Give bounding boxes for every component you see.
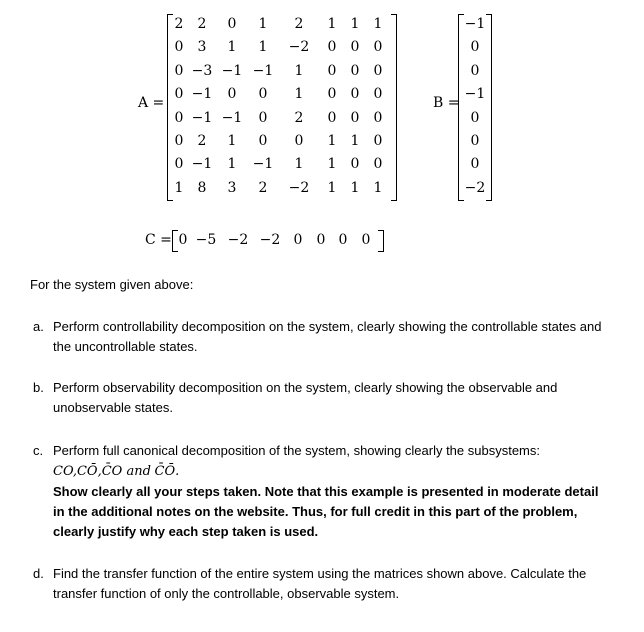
matrix-a-cell: 1	[350, 16, 360, 32]
matrix-a-cell: −1	[252, 62, 274, 79]
matrix-a-cell: 0	[174, 132, 184, 149]
matrix-a-cell: 1	[327, 179, 337, 196]
subsystem-c-bar-o-bar: C̄Ō.	[154, 464, 180, 479]
question-d	[33, 564, 613, 604]
matrix-b-cell: −1	[464, 16, 486, 32]
matrix-a-cell: −1	[191, 109, 213, 126]
matrix-b-cell: 0	[470, 62, 480, 79]
question-c-bold-text: Show clearly all your steps taken. Note that this example is presented in moderate detail in the additional notes on the website. Thus, for full credit in this part of the problem, clearly justify why each step taken is used.	[53, 484, 599, 539]
matrix-b-cell: 0	[470, 156, 480, 173]
matrix-b-label: B =	[433, 95, 460, 111]
matrix-a-cell: 1	[327, 156, 337, 173]
question-d-text: Find the transfer function of the entire system using the matrices shown above. Calculate the transfer function of only the controllable, observable system.	[53, 566, 587, 601]
subsystem-list	[53, 461, 613, 482]
question-c	[33, 441, 613, 542]
question-b-text: Perform observability decomposition on the system, clearly showing the observable and unobservable states.	[53, 380, 558, 415]
matrix-a	[170, 13, 395, 200]
matrix-a-cell: 0	[327, 86, 337, 103]
matrix-b-cell: −1	[464, 86, 486, 103]
matrix-a-cell: 0	[373, 132, 383, 149]
matrix-a-cell: 0	[227, 16, 237, 32]
matrix-a-cell: −3	[191, 62, 213, 79]
subsystem-c-bar-o: C̄O and	[101, 464, 151, 479]
matrix-a-cell: 1	[258, 16, 268, 32]
matrix-a-cell: 2	[174, 16, 184, 32]
matrix-a-cell: −1	[191, 156, 213, 173]
matrix-a-cell: −1	[221, 109, 243, 126]
matrix-a-label: A =	[138, 95, 165, 111]
matrix-c-cell: 0	[338, 232, 348, 248]
matrix-a-cell: 3	[227, 179, 237, 196]
matrix-a-cell: 1	[350, 179, 360, 196]
matrix-a-cell: 1	[294, 156, 304, 173]
question-d-letter: d.	[33, 566, 44, 581]
matrix-a-cell: 0	[174, 156, 184, 173]
matrix-a-cell: 0	[294, 132, 304, 149]
matrix-c-cell: 0	[178, 232, 188, 248]
matrix-b-cell: 0	[470, 109, 480, 126]
matrix-c-cell: −2	[227, 232, 249, 248]
matrix-b-cell: 0	[470, 39, 480, 56]
matrix-a-cell: 2	[294, 16, 304, 32]
matrix-a-cell: 1	[294, 62, 304, 79]
matrix-a-cell: 0	[258, 86, 268, 103]
matrix-c-label: C =	[145, 232, 172, 248]
matrix-a-cell: 0	[350, 109, 360, 126]
question-a	[33, 317, 613, 357]
matrix-a-cell: 1	[258, 39, 268, 56]
matrix-a-cell: 0	[174, 109, 184, 126]
matrix-a-cell: 2	[258, 179, 268, 196]
matrix-c	[176, 229, 378, 252]
matrix-a-cell: 0	[327, 62, 337, 79]
matrix-a-cell: 1	[327, 16, 337, 32]
matrix-a-cell: 0	[373, 86, 383, 103]
matrix-a-cell: 1	[350, 132, 360, 149]
matrix-a-cell: 1	[227, 39, 237, 56]
matrix-a-cell: 2	[294, 109, 304, 126]
question-b-letter: b.	[33, 380, 44, 395]
matrix-a-cell: 8	[197, 179, 207, 196]
matrix-a-cell: 0	[258, 132, 268, 149]
matrix-a-cell: 0	[373, 109, 383, 126]
matrix-c-cell: −5	[195, 232, 217, 248]
matrix-a-cell: 1	[227, 156, 237, 173]
subsystem-co-bar: CŌ,	[76, 464, 102, 479]
matrix-a-cell: 0	[174, 62, 184, 79]
question-a-text: Perform controllability decomposition on the system, clearly showing the controllable states and the uncontrollable states.	[53, 319, 602, 354]
intro-text: For the system given above:	[30, 277, 194, 292]
matrix-a-cell: 1	[327, 132, 337, 149]
question-c-letter: c.	[33, 443, 44, 458]
matrix-a-cell: 0	[327, 39, 337, 56]
matrix-a-cell: 0	[258, 109, 268, 126]
matrix-a-cell: 0	[350, 156, 360, 173]
question-a-letter: a.	[33, 319, 44, 334]
matrix-a-cell: 0	[373, 156, 383, 173]
matrix-a-cell: 0	[373, 62, 383, 79]
matrix-a-cell: 0	[174, 39, 184, 56]
matrix-b-cell: 0	[470, 132, 480, 149]
matrix-a-cell: 0	[373, 39, 383, 56]
matrix-c-cell: 0	[316, 232, 326, 248]
matrix-a-cell: 0	[350, 62, 360, 79]
question-b	[33, 378, 613, 418]
matrix-b-cell: −2	[464, 179, 486, 196]
matrix-a-cell: 3	[197, 39, 207, 56]
matrix-a-cell: 1	[174, 179, 184, 196]
matrix-a-cell: −2	[288, 39, 310, 56]
question-c-text: Perform full canonical decomposition of the system, showing clearly the subsystems:	[53, 443, 540, 458]
matrix-a-cell: −2	[288, 179, 310, 196]
matrix-a-cell: −1	[191, 86, 213, 103]
matrix-c-cell: 0	[361, 232, 371, 248]
matrix-a-cell: 2	[197, 132, 207, 149]
matrix-a-cell: 1	[373, 16, 383, 32]
matrix-c-right-bracket	[378, 230, 384, 252]
matrix-b	[462, 13, 488, 200]
matrix-a-cell: 0	[174, 86, 184, 103]
matrix-a-cell: 1	[294, 86, 304, 103]
matrix-c-cell: −2	[259, 232, 281, 248]
matrix-a-cell: 0	[350, 86, 360, 103]
matrix-a-cell: 2	[197, 16, 207, 32]
matrix-a-cell: −1	[252, 156, 274, 173]
matrix-a-cell: 0	[350, 39, 360, 56]
matrix-a-cell: 1	[227, 132, 237, 149]
matrix-a-cell: 0	[327, 109, 337, 126]
matrix-a-cell: −1	[221, 62, 243, 79]
matrix-c-cell: 0	[293, 232, 303, 248]
matrix-a-cell: 1	[373, 179, 383, 196]
matrix-a-cell: 0	[227, 86, 237, 103]
subsystem-co: CO,	[53, 464, 77, 479]
